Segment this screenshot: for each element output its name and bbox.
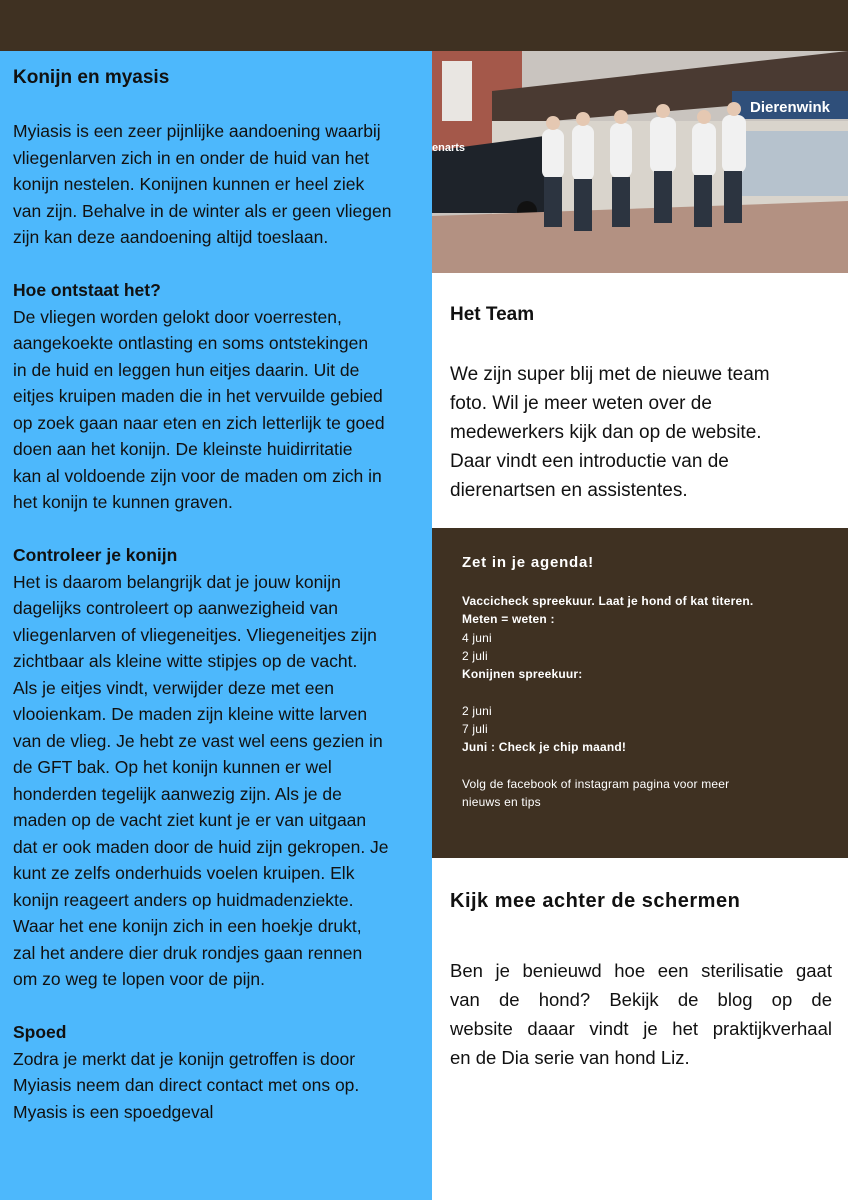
- text-line: kunt ze zelfs onderhuids voelen kruipen. Elk: [13, 863, 355, 883]
- text-line: en de Dia serie van hond Liz.: [450, 1047, 690, 1068]
- meten-text: Meten = weten :: [462, 612, 555, 627]
- text-line: de GFT bak. Op het konijn kunnen er wel: [13, 757, 332, 777]
- team-paragraph: [450, 360, 830, 505]
- team-section: [450, 300, 830, 505]
- agenda-date: 2 juni: [462, 703, 492, 718]
- text-line: om zo weg te lopen voor de pijn.: [13, 969, 265, 989]
- text-line: kan al voldoende zijn voor de maden om zich in: [13, 465, 382, 486]
- text-line: maden op de vacht ziet kunt je er van uitgaan: [13, 810, 367, 830]
- chip-text: Juni : Check je chip maand!: [462, 740, 627, 755]
- text-line: Myasis is een spoedgeval: [13, 1101, 214, 1122]
- follow-text: nieuws en tips: [462, 795, 541, 810]
- intro-paragraph: [13, 118, 423, 251]
- article-title: Konijn en myasis: [13, 67, 170, 88]
- agenda-date: 7 juli: [462, 722, 488, 737]
- text-line: konijn reageert anders op huidmadenziekte.: [13, 889, 354, 910]
- shop-sign: Dierenwink: [750, 99, 831, 116]
- section-paragraph: [13, 304, 423, 516]
- team-photo: [432, 51, 848, 273]
- left-column: [0, 51, 432, 1200]
- agenda-heading: Zet in je agenda!: [462, 554, 594, 571]
- section-heading: Hoe ontstaat het?: [13, 280, 161, 300]
- text-line: dierenartsen en assistentes.: [450, 480, 688, 501]
- agenda-date: 2 juli: [462, 648, 488, 663]
- text-line: vliegenlarven zich in en onder de huid van het: [13, 147, 370, 168]
- text-line: van zijn. Behalve in de winter als er geen vliegen: [13, 200, 392, 221]
- text-line: konijn nestelen. Konijnen kunnen er heel ziek: [13, 174, 365, 194]
- follow-text: Volg de facebook of instagram pagina voor meer: [462, 776, 730, 791]
- agenda-date: 4 juni: [462, 630, 492, 645]
- behind-scenes-section: [450, 886, 832, 1072]
- text-line: Myiasis neem dan direct contact met ons op.: [13, 1075, 360, 1095]
- text-line: het konijn te kunnen graven.: [13, 492, 233, 512]
- text-line: zal het andere dier druk rondjes gaan rennen: [13, 942, 363, 963]
- text-line: We zijn super blij met de nieuwe team: [450, 364, 770, 385]
- text-line: foto. Wil je meer weten over de: [450, 393, 712, 414]
- text-line: Waar het ene konijn zich in een hoekje drukt,: [13, 916, 362, 936]
- text-line: dagelijks controleert op aanwezigheid van: [13, 598, 338, 618]
- konijnen-text: Konijnen spreekuur:: [462, 667, 583, 682]
- text-line: van de hond? Bekijk de blog op de: [450, 989, 832, 1010]
- text-line: medewerkers kijk dan op de website.: [450, 422, 762, 443]
- text-line: Myiasis is een zeer pijnlijke aandoening waarbij: [13, 121, 381, 141]
- text-line: Zodra je merkt dat je konijn getroffen is door: [13, 1048, 356, 1069]
- text-line: Ben je benieuwd hoe een sterilisatie gaat: [450, 960, 832, 981]
- text-line: zichtbaar als kleine witte stipjes op de vacht.: [13, 651, 358, 671]
- text-line: honderden tegelijk aanwezig zijn. Als je de: [13, 783, 342, 804]
- text-line: zijn kan deze aandoening altijd toeslaan.: [13, 227, 329, 247]
- text-line: Als je eitjes vindt, verwijder deze met een: [13, 677, 334, 698]
- text-line: aangekoekte ontlasting en soms ontstekingen: [13, 333, 369, 353]
- section-heading: Spoed: [13, 1022, 67, 1042]
- van-text: enarts: [432, 142, 466, 154]
- text-line: vliegenlarven of vliegeneitjes. Vliegeneitjes zijn: [13, 624, 377, 645]
- text-line: vlooienkam. De maden zijn kleine witte larven: [13, 704, 368, 724]
- text-line: Daar vindt een introductie van de: [450, 451, 729, 472]
- section-paragraph: [13, 1046, 423, 1126]
- myasis-article: [13, 65, 423, 1125]
- section-heading: Controleer je konijn: [13, 545, 178, 565]
- top-bar: [0, 0, 848, 51]
- text-line: Het is daarom belangrijk dat je jouw konijn: [13, 571, 341, 592]
- text-line: website daaar vindt je het praktijkverhaal: [450, 1018, 832, 1039]
- text-line: in de huid en leggen hun eitjes daarin. Uit de: [13, 359, 360, 380]
- text-line: van de vlieg. Je hebt ze vast wel eens gezien in: [13, 730, 383, 751]
- section-paragraph: [13, 569, 423, 993]
- text-line: dat er ook maden door de huid zijn gekropen. Je: [13, 836, 389, 857]
- text-line: eitjes kruipen maden die in het vervuilde gebied: [13, 386, 383, 406]
- behind-heading: Kijk mee achter de schermen: [450, 890, 741, 912]
- text-line: doen aan het konijn. De kleinste huidirritatie: [13, 439, 353, 459]
- text-line: op zoek gaan naar eten en zich letterlijk te goed: [13, 412, 385, 433]
- behind-paragraph: [450, 956, 832, 1072]
- team-heading: Het Team: [450, 304, 535, 325]
- vaccicheck-text: Vaccicheck spreekuur. Laat je hond of kat titeren.: [462, 594, 754, 608]
- agenda-box: [432, 528, 848, 858]
- text-line: De vliegen worden gelokt door voerresten,: [13, 306, 342, 327]
